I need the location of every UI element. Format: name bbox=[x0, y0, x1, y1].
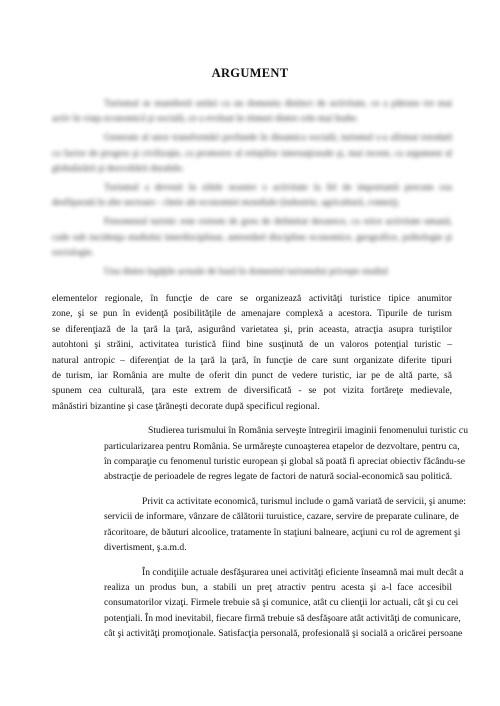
text-line: realiza un produs bun, a stabili un preţ atractiv pentru acesta şi a-l face accesibil bbox=[104, 581, 452, 593]
text-line: spunem cea culturală, ţara este extrem de diversificată - se pot vizita fortăreţe medievale, bbox=[52, 385, 452, 397]
text-line: particularizarea pentru România. Se urmăreşte cunoaşterea etapelor de dezvoltare, pentru ca, bbox=[104, 440, 460, 452]
text-line: Studierea turismului în România serveşte întregirii imaginii fenomenului turistic cu bbox=[148, 425, 468, 437]
text-line: zone, şi se pun în evidenţă posibilităţile de amenajare complexă a acestora. Tipurile de turism bbox=[52, 308, 452, 320]
text-line: natural antropic – diferenţiat de la ţară la ţară, în funcţie de care sunt organizate diferite tipuri bbox=[52, 354, 452, 366]
blurred-paragraph: Fenomenul turistic este extrem de greu de delimitat deoarece, ca orice activitate umană, cade sub incidenţa studiului interdisciplinar, antrenând discipline economice, geografice, psihologie şi sociologie. bbox=[52, 216, 452, 258]
text-line: se diferenţiază de la ţară la ţară, asigurând varietatea şi, prin aceasta, atracţia asupra turiştilor bbox=[52, 323, 452, 335]
text-line: servicii de informare, vânzare de călătorii turuistice, cazare, servire de preparate culinare, de bbox=[104, 511, 459, 523]
text-line: abstracţie de perioadele de regres legate de factori de natură social-economică sau politică. bbox=[104, 471, 453, 483]
text-line: potenţiali. În mod inevitabil, fiecare firmă trebuie să desfăşoare atât activităţi de comunicare, bbox=[104, 612, 461, 624]
text-line: În condiţiile actuale desfăşurarea unei activităţi eficiente înseamnă mai mult decât a bbox=[142, 566, 464, 578]
text-line: elementelor regionale, în funcţie de care se organizează activităţi turistice tipice anumitor bbox=[52, 293, 452, 304]
blurred-paragraph: Turismul a devenit în zilele noastre o activitate la fel de importantă precum cea desfăşurată în alte sectoare - cheie ale economiei mondiale (industrie, agricultură, comerţ). bbox=[52, 182, 452, 209]
text-line: autohtoni şi străini, activitatea turistică fiind bine susţinută de un valoros potenţial turistic – bbox=[52, 339, 452, 351]
text-line: în comparaţie cu fenomenul turistic european şi global să poată fi apreciat obiectiv făcându-se bbox=[104, 456, 465, 468]
text-line: Privit ca activitate economică, turismul include o gamă variată de servicii, şi anume: bbox=[142, 495, 466, 507]
text-line: mânăstiri bizantine şi case ţărăneşti decorate după specificul regional. bbox=[52, 400, 320, 412]
paragraph-tourism-study bbox=[52, 423, 468, 485]
blurred-paragraph: Turismul se manifestă astăzi ca un domeniu distinct de activitate, ce a pătruns tot mai activ în viaţa economică şi socială, ce a evoluat în ritmuri dintre cele mai înalte. bbox=[52, 98, 452, 125]
blurred-paragraph: Una dintre legăţile actuale de bază în domeniul turismului priveşte studiul bbox=[104, 266, 388, 278]
text-line: consumatorilor vizaţi. Firmele trebuie să şi comunice, atât cu clienţii lor actuali, cât şi cu cei bbox=[104, 597, 459, 609]
text-line: răcoritoare, de băuturi alcoolice, tratamente în staţiuni balneare, acţiuni cu rol de agrement şi bbox=[104, 526, 461, 538]
text-line: cât şi activităţi promoţionale. Satisfacţia personală, profesională şi socială a oricărei persoane bbox=[104, 628, 463, 640]
paragraph-economic-activity bbox=[52, 494, 466, 556]
paragraph-current-conditions bbox=[52, 565, 464, 642]
paragraph-regional-elements bbox=[52, 291, 452, 414]
blurred-text-block bbox=[52, 96, 452, 283]
blurred-paragraph: Generate al unor transformări profunde în dinamica socială, turismul s-a afirmat totodată ca factor de progres şi civilizaţie, ca promotor al relaţiilor internaţionale şi, mai recent, ca argument al globalizării şi dezvoltării durabile. bbox=[52, 132, 452, 174]
document-title: ARGUMENT bbox=[211, 66, 289, 80]
text-line: de turism, iar România are multe de oferit din punct de vedere turistic, iar pe de altă parte, să bbox=[52, 370, 452, 382]
body-text bbox=[52, 291, 468, 651]
text-line: divertisment, ş.a.m.d. bbox=[104, 542, 187, 554]
